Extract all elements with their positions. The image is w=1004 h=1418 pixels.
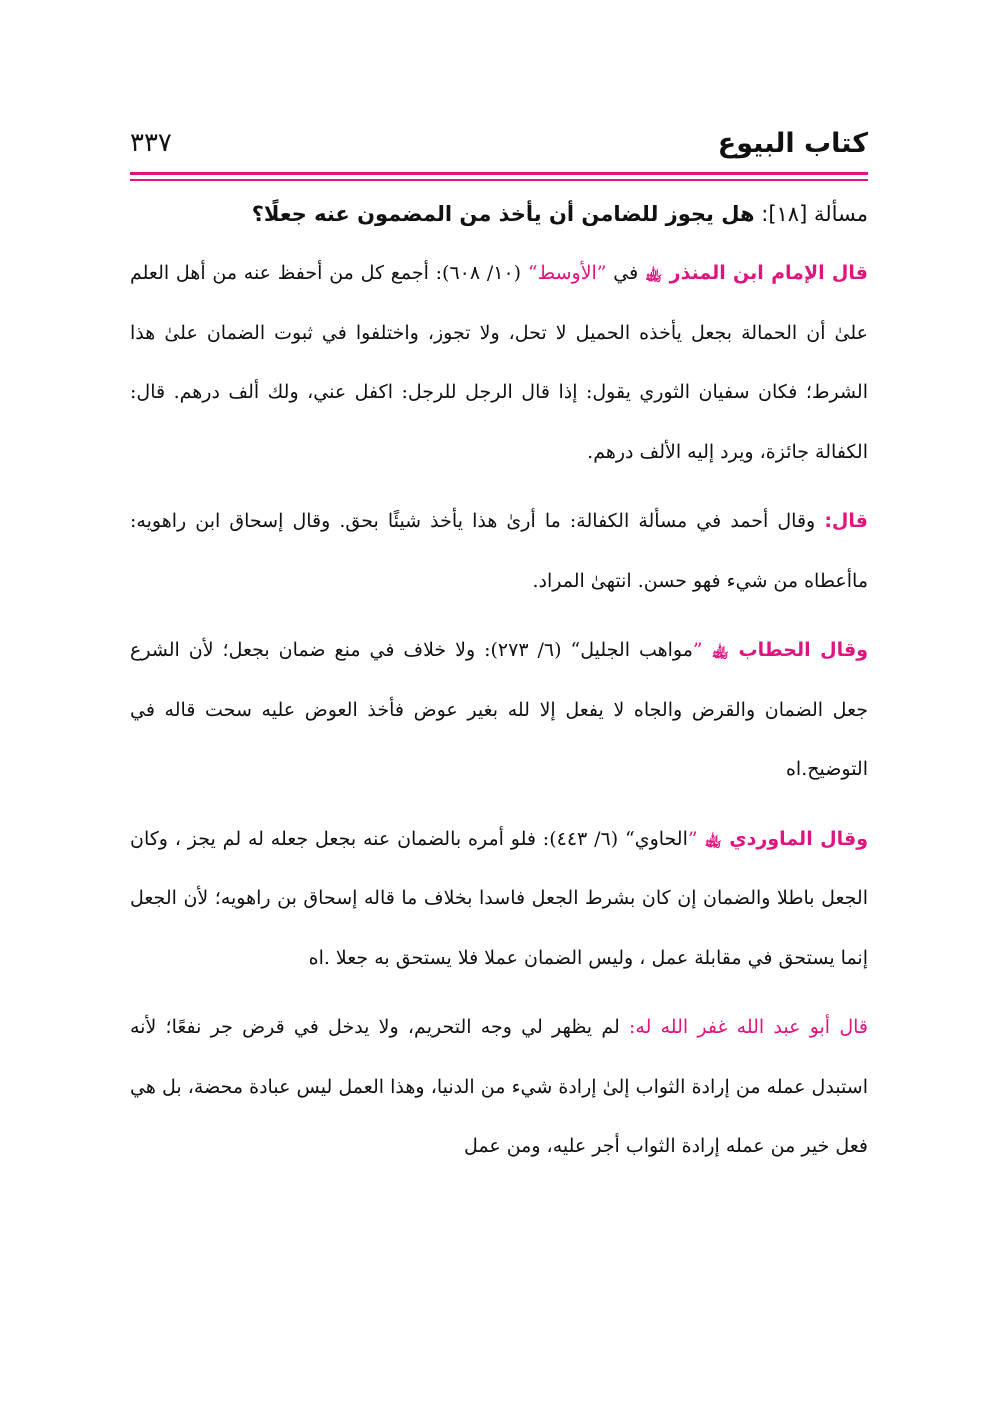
p1-text: (١٠/ ٦٠٨): أجمع كل من أحفظ عنه من أهل العلم علىٰ أن الحمالة بجعل يأخذه الحميل لا تحل، ولا تجوز، واختلفوا في ثبوت الضمان علىٰ هذا الشرط؛ فكان سفيان الثوري يقول: إذا قال الرجل للرجل: اكفل عني، ولك ألف درهم. قال: الكفالة جائزة، ويرد إليه الألف درهم. [130,262,868,463]
speaker-ibn-almundhir: قال الإمام ابن المنذر ﵀ [644,262,868,284]
page-header [130,128,868,170]
p3-text: مواهب الجليل“ (٦/ ٢٧٣): ولا خلاف في منع ضمان بجعل؛ لأن الشرع جعل الضمان والقرض والجاه لا يفعل إلا لله بغير عوض فأخذ العوض عليه سحت قاله في التوضيح.اه [130,639,868,780]
chapter-title: كتاب البيوع [717,128,868,159]
masala-question: هل يجوز للضامن أن يأخذ من المضمون عنه جعلًا؟ [251,202,755,226]
page-number: ٣٣٧ [130,128,172,158]
p5-text: لم يظهر لي وجه التحريم، ولا يدخل في قرض جر نفعًا؛ لأنه استبدل عمله من إرادة الثواب إلىٰ إرادة شيء من الدنيا، وهذا العمل ليس عبادة محضة، بل هي فعل خير من عمله إرادة الثواب أجر عليه، ومن عمل [130,1016,868,1157]
book-ref-alawsat: ”الأوسط“ [527,262,607,284]
header-rule-thick [130,172,868,175]
p2-text: وقال أحمد في مسألة الكفالة: ما أرىٰ هذا يأخذ شيئًا بحق. وقال إسحاق ابن راهويه: ماأعطاه من شيء فهو حسن. انتهىٰ المراد. [130,510,868,592]
paragraph-almawardi [130,810,868,989]
quote-open: ” [692,639,712,661]
masala-label: مسألة [١٨]: [761,202,868,226]
speaker-qala: قال: [824,510,868,532]
paragraph-ibn-almundhir [130,244,868,482]
speaker-alhattab: وقال الحطاب ﵀ [711,639,868,661]
speaker-almawardi: وقال الماوردي ﵀ [704,827,868,850]
speaker-author: قال أبو عبد الله غفر الله له: [629,1016,868,1038]
paragraph-author [130,998,868,1177]
masala-heading [130,192,868,236]
p1-mid: في [606,262,645,284]
paragraph-ahmad [130,492,868,611]
page-body [130,192,868,1187]
header-rule-thin [130,179,868,181]
p4-text: الحاوي“ (٦/ ٤٤٣): فلو أمره بالضمان عنه بجعل جعله له لم يجز ، وكان الجعل باطلا والضمان إن كان بشرط الجعل فاسدا بخلاف ما قاله إسحاق بن راهويه؛ لأن الجعل إنما يستحق في مقابلة عمل ، وليس الضمان عملا فلا يستحق به جعلا .اه [130,827,868,969]
quote-open-2: ” [687,827,705,850]
paragraph-alhattab [130,621,868,800]
